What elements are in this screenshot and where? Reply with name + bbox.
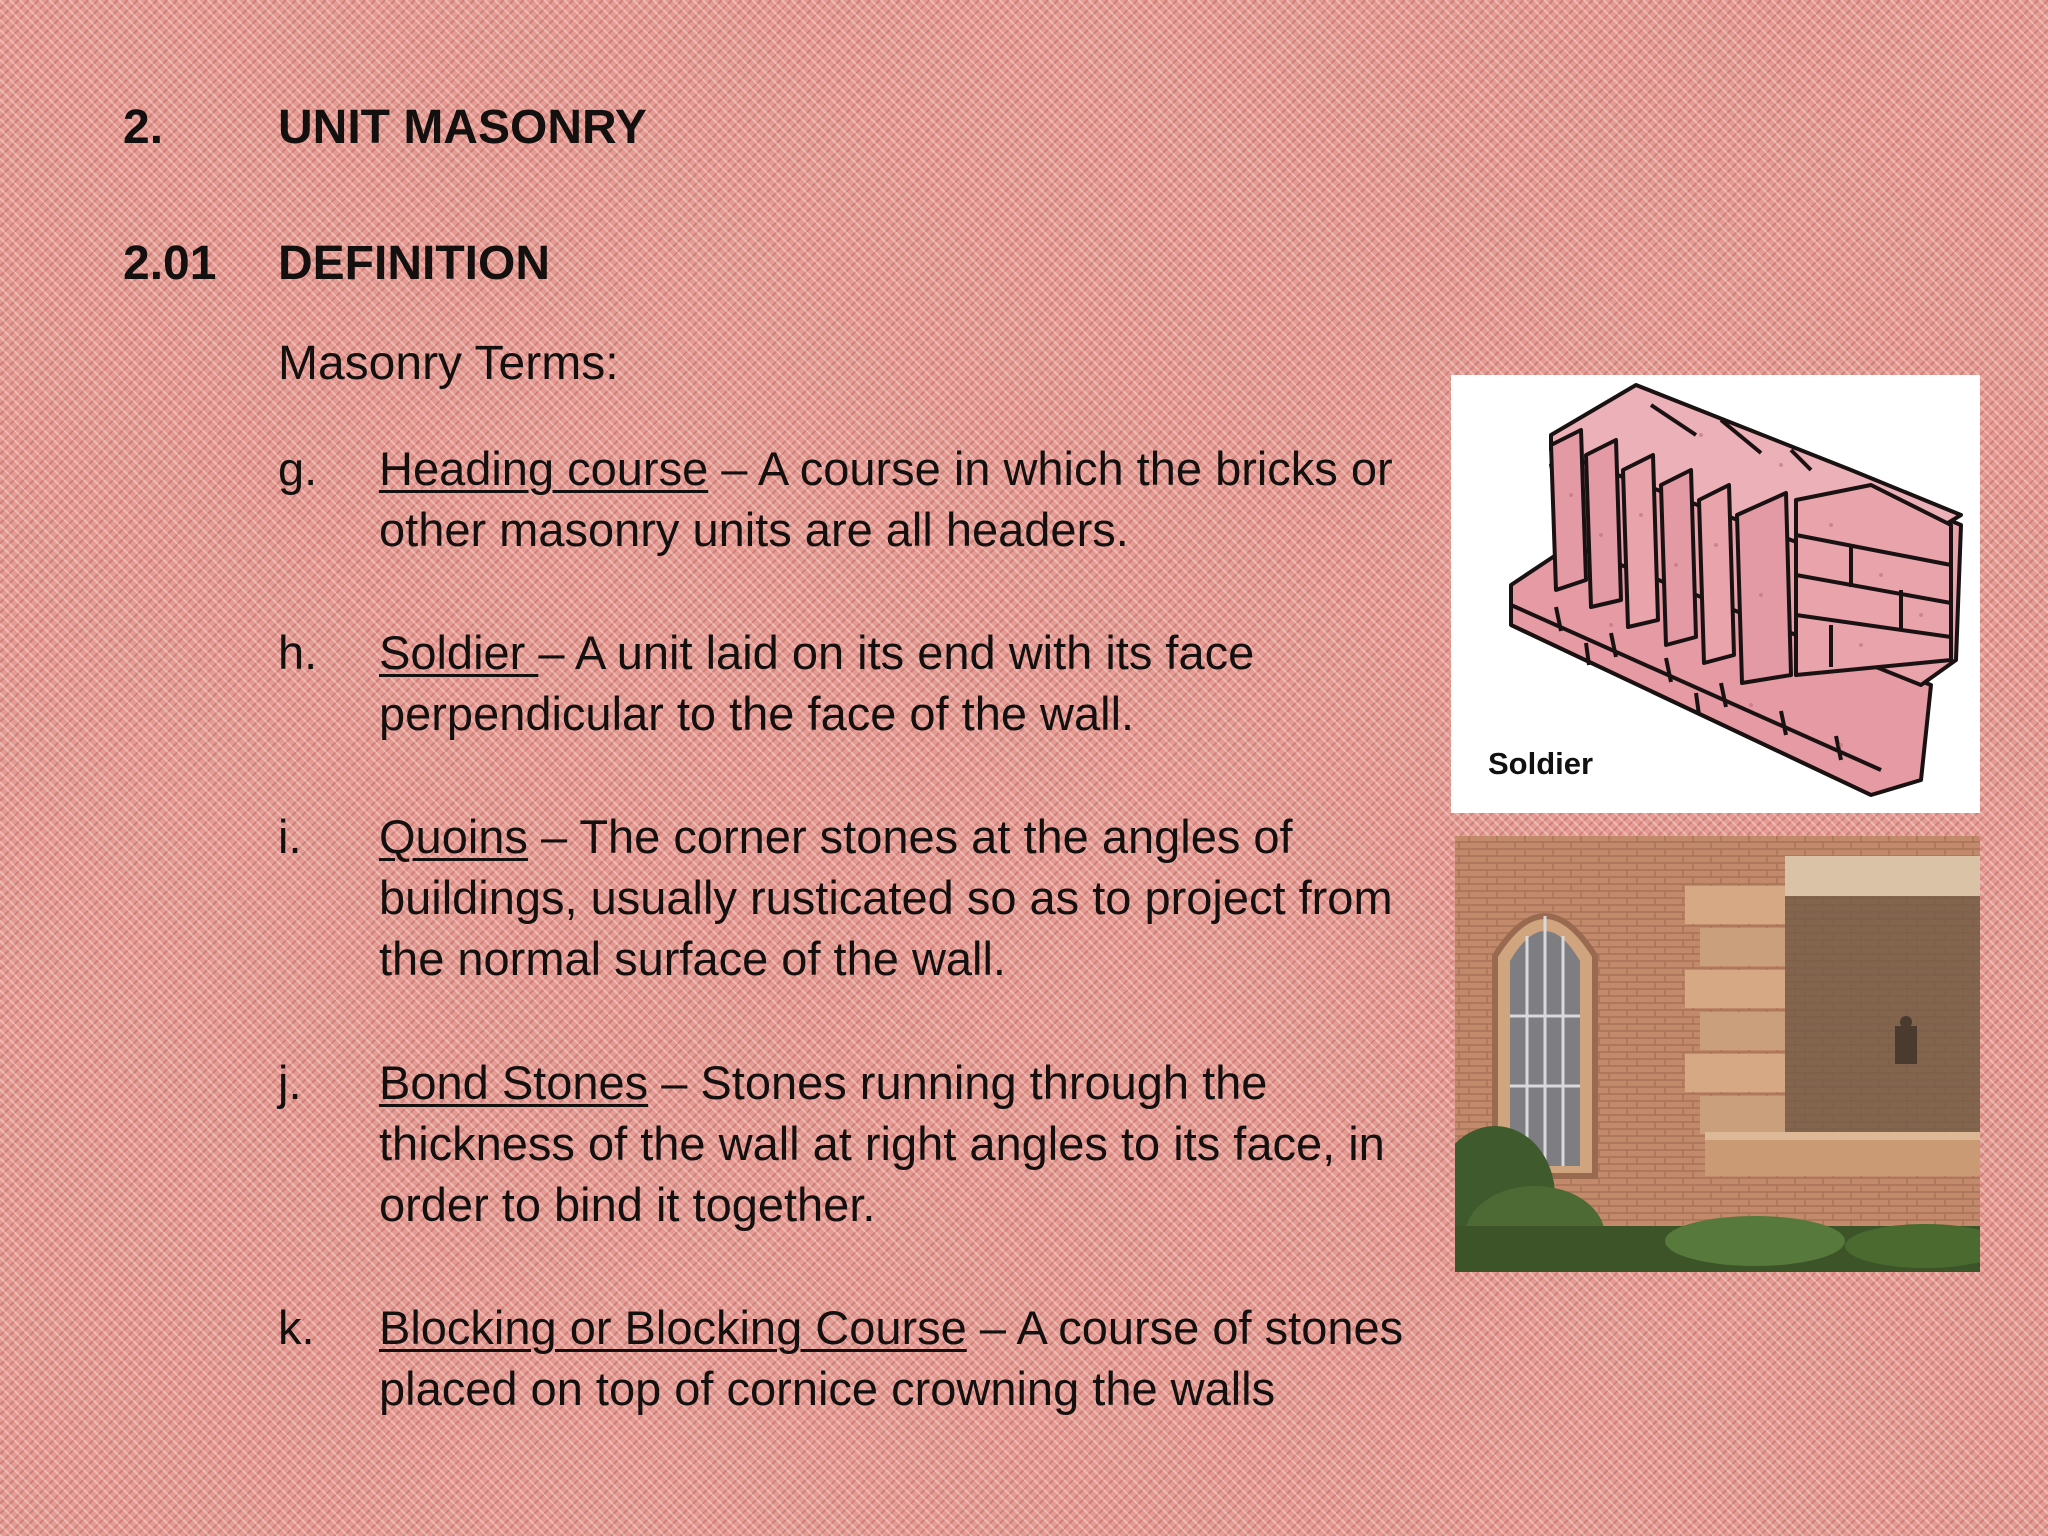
term-letter: j. (278, 1056, 302, 1109)
intro-text: Masonry Terms: (278, 337, 619, 390)
term-name: Soldier (379, 626, 539, 679)
term-definition: – Stones running through the thickness of the wall at right angles to its face, in order to bind it together. (379, 1056, 1385, 1231)
term-name: Heading course (379, 442, 709, 495)
term-letter: g. (278, 442, 318, 495)
subsection-number: 2.01 (123, 237, 217, 290)
term-name: Blocking or Blocking Course (379, 1301, 967, 1354)
soldier-caption: Soldier (1488, 733, 1663, 793)
term-name: Bond Stones (379, 1056, 649, 1109)
section-title: UNIT MASONRY (278, 101, 647, 154)
term-definition: – The corner stones at the angles of buildings, usually rusticated so as to project from the normal surface of the wall. (379, 810, 1393, 985)
quoins-photo (1455, 836, 1980, 1272)
term-definition: – A course of stones placed on top of cornice crowning the walls (379, 1301, 1404, 1415)
term-letter: k. (278, 1301, 315, 1354)
brick-house-illustration (1455, 836, 1980, 1272)
term-item (278, 1052, 1428, 1235)
term-definition: – A unit laid on its end with its face perpendicular to the face of the wall. (379, 626, 1255, 740)
term-name: Quoins (379, 810, 528, 863)
soldier-diagram (1451, 375, 1980, 813)
term-definition: – A course in which the bricks or other masonry units are all headers. (379, 442, 1393, 556)
section-number: 2. (123, 101, 164, 154)
term-letter: i. (278, 810, 302, 863)
term-item (278, 438, 1428, 560)
subsection-title: DEFINITION (278, 237, 550, 290)
term-letter: h. (278, 626, 318, 679)
term-item (278, 622, 1428, 744)
term-item (278, 806, 1428, 989)
term-item (278, 1297, 1428, 1419)
